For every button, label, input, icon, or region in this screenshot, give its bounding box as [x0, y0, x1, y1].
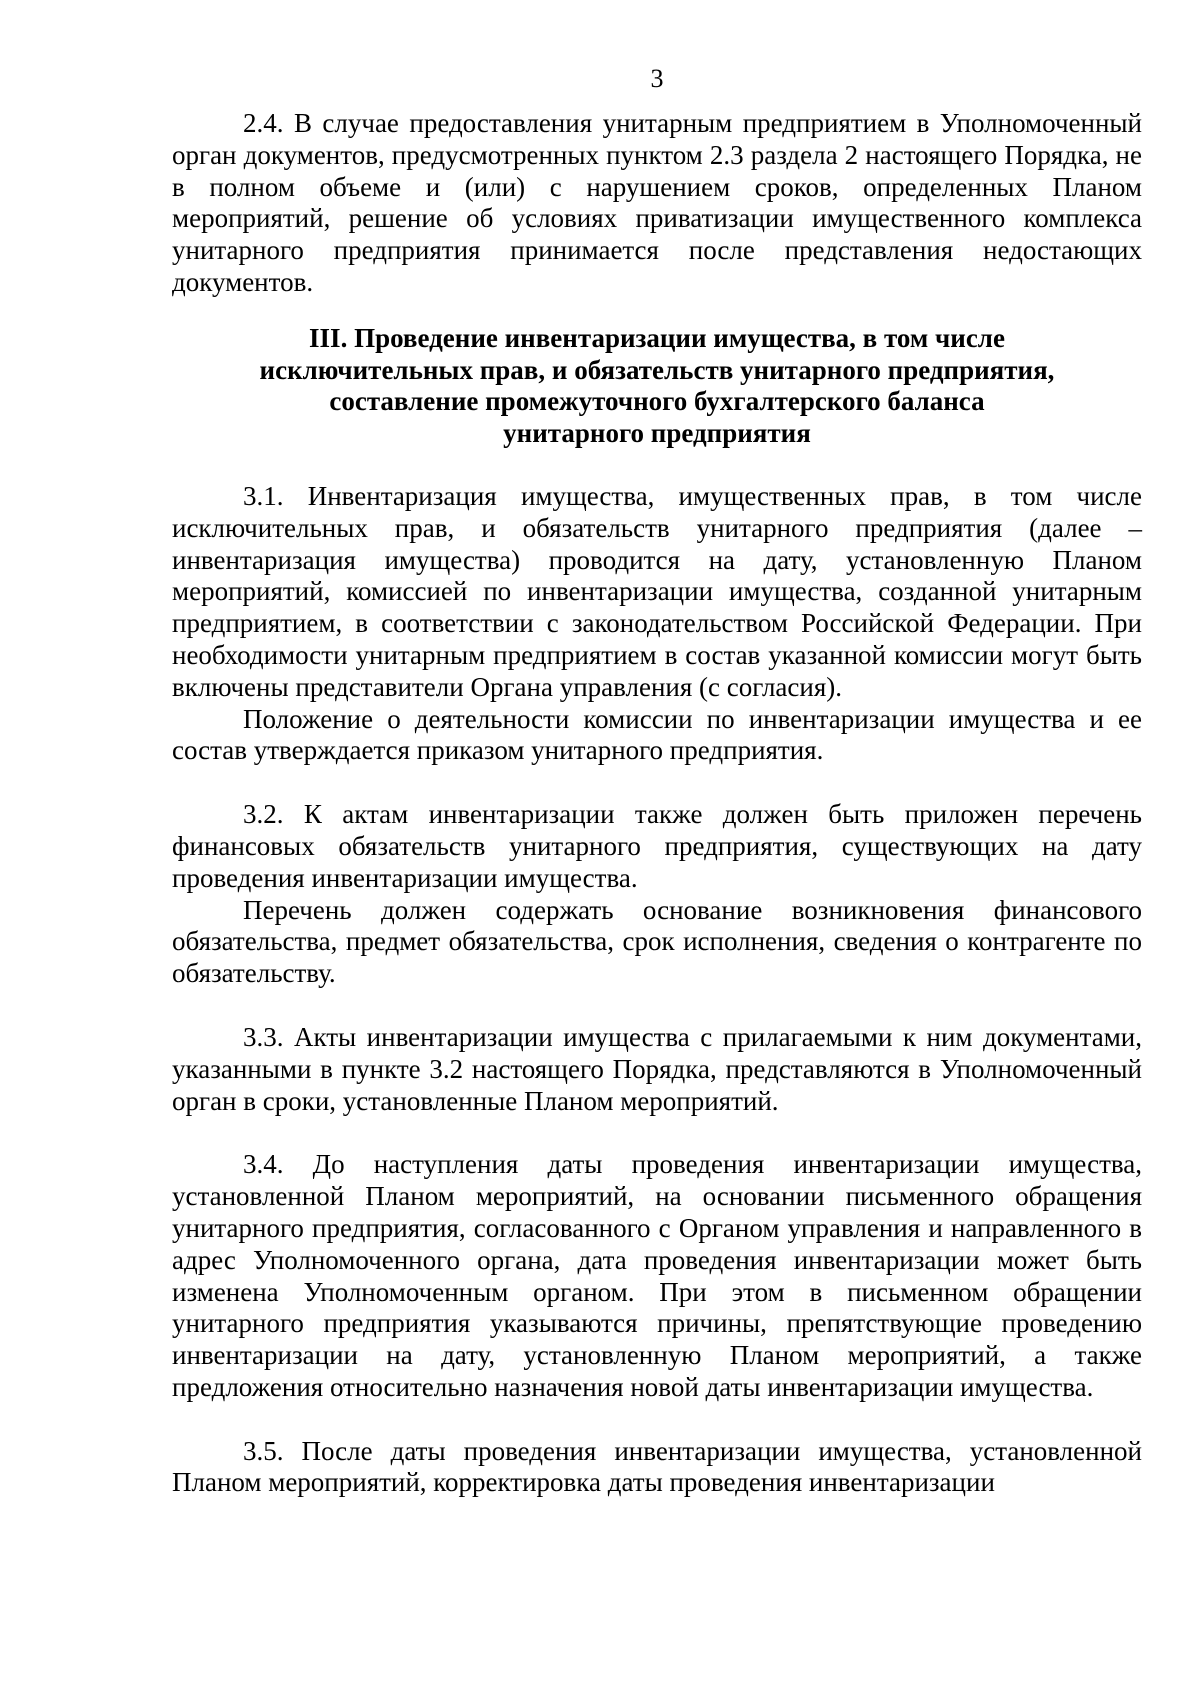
- paragraph-gap: [172, 767, 1142, 799]
- paragraph-gap: [172, 1117, 1142, 1149]
- paragraph-gap: [172, 990, 1142, 1022]
- paragraph-3-2-continuation: Перечень должен содержать основание возникновения финансового обязательства, предмет обязательства, срок исполнения, сведения о контрагенте по обязательству.: [172, 894, 1142, 989]
- section-3-title-line-3: составление промежуточного бухгалтерского баланса: [329, 386, 985, 417]
- paragraph-3-1-continuation: Положение о деятельности комиссии по инвентаризации имущества и ее состав утверждается приказом унитарного предприятия.: [172, 703, 1142, 766]
- paragraph-3-2: 3.2. К актам инвентаризации также должен быть приложен перечень финансовых обязательств унитарного предприятия, существующих на дату проведения инвентаризации имущества.: [172, 799, 1142, 893]
- paragraph-2-4: 2.4. В случае предоставления унитарным предприятием в Уполномоченный орган документов, предусмотренных пунктом 2.3 раздела 2 настоящего Порядка, не в полном объеме и (или) с нарушением сроков, определенных Планом мероприятий, решение об условиях приватизации имущественного комплекса унитарного предприятия принимается после представления недостающих документов.: [172, 108, 1142, 297]
- paragraph-3-5: 3.5. После даты проведения инвентаризации имущества, установленной Планом мероприятий, корректировка даты проведения инвентаризации: [172, 1435, 1142, 1498]
- section-3-title-line-4: унитарного предприятия: [503, 418, 811, 449]
- section-3-title-line-1: III. Проведение инвентаризации имущества, в том числе: [309, 322, 1005, 353]
- section-3-title-line-2: исключительных прав, и обязательств унитарного предприятия,: [259, 354, 1055, 385]
- section-3-title: [172, 323, 1142, 450]
- paragraph-gap: [172, 1404, 1142, 1436]
- document-page: [172, 64, 1142, 1499]
- paragraph-3-1: 3.1. Инвентаризация имущества, имущественных прав, в том числе исключительных прав, и обязательств унитарного предприятия (далее – инвентаризация имущества) проводится на дату, установленную Планом мероприятий, комиссией по инвентаризации имущества, созданной унитарным предприятием, в соответствии с законодательством Российской Федерации. При необходимости унитарным предприятием в состав указанной комиссии могут быть включены представители Органа управления (с согласия).: [172, 480, 1142, 702]
- paragraph-3-3: 3.3. Акты инвентаризации имущества с прилагаемыми к ним документами, указанными в пункте 3.2 настоящего Порядка, представляются в Уполномоченный орган в сроки, установленные Планом мероприятий.: [172, 1021, 1142, 1116]
- paragraph-3-4: 3.4. До наступления даты проведения инвентаризации имущества, установленной Планом мероприятий, на основании письменного обращения унитарного предприятия, согласованного с Органом управления и направленного в адрес Уполномоченного органа, дата проведения инвентаризации может быть изменена Уполномоченным органом. При этом в письменном обращении унитарного предприятия указываются причины, препятствующие проведению инвентаризации на дату, установленную Планом мероприятий, а также предложения относительно назначения новой даты инвентаризации имущества.: [172, 1149, 1142, 1402]
- page-number: 3: [650, 64, 664, 93]
